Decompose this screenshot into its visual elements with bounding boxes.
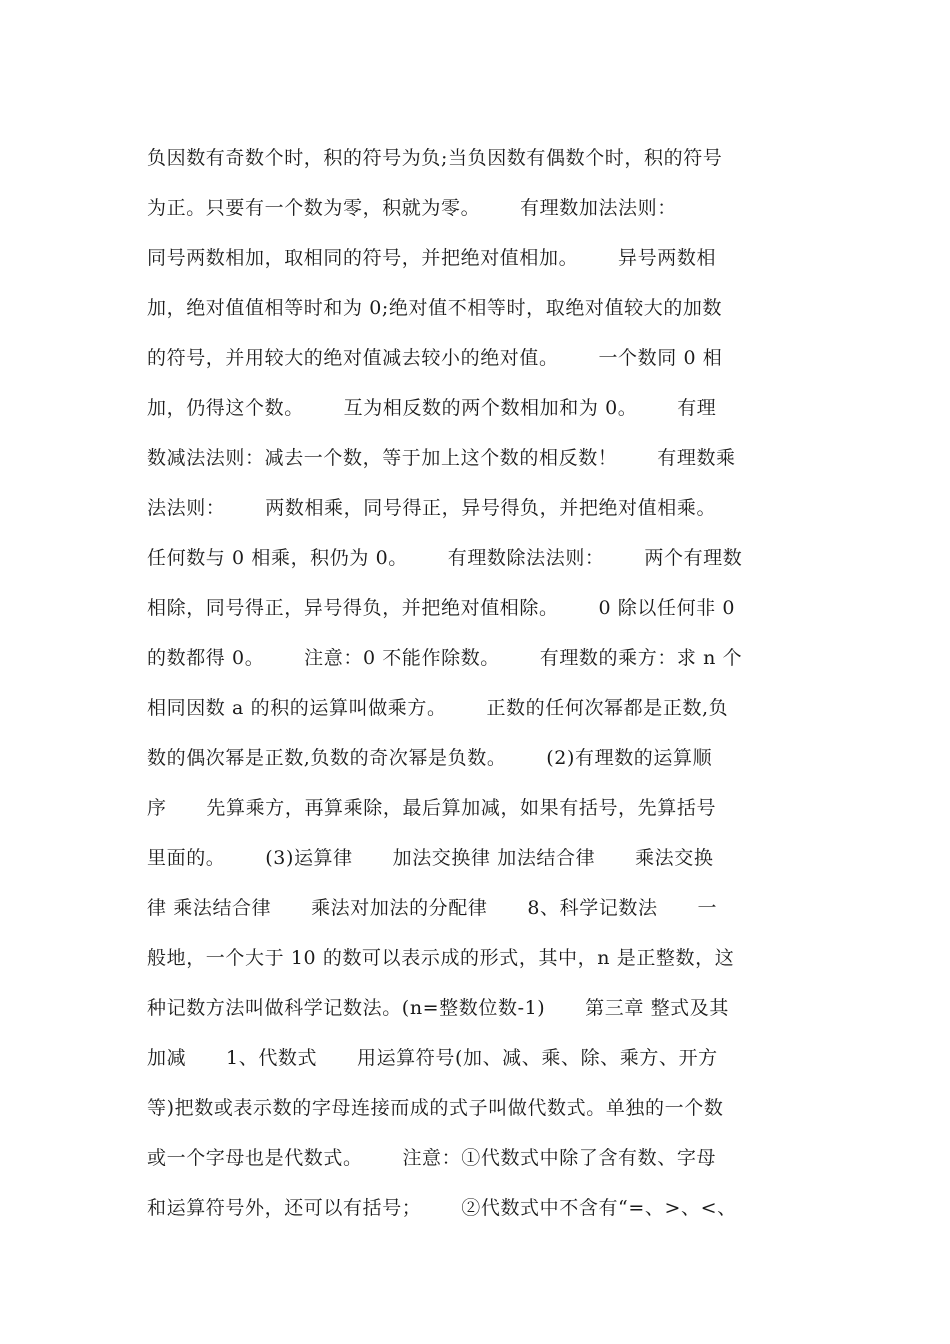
text-line: 相同因数 a 的积的运算叫做乘方。 正数的任何次幂都是正数,负 [147,697,729,719]
text-line: 加，绝对值值相等时和为 0;绝对值不相等时，取绝对值较大的加数 [147,297,723,319]
text-line: 序 先算乘方，再算乘除，最后算加减，如果有括号，先算括号 [147,797,717,819]
text-line: 律 乘法结合律 乘法对加法的分配律 8、科学记数法 一 [147,897,718,919]
text-line: 数的偶次幂是正数,负数的奇次幂是负数。 (2)有理数的运算顺 [147,747,713,769]
text-line: 加减 1、代数式 用运算符号(加、减、乘、除、乘方、开方 [147,1047,718,1069]
text-line: 相除，同号得正，异号得负，并把绝对值相除。 0 除以任何非 0 [147,597,736,619]
text-line: 任何数与 0 相乘，积仍为 0。 有理数除法法则： 两个有理数 [147,547,743,569]
text-line: 和运算符号外，还可以有括号； ②代数式中不含有“=、>、<、 [147,1197,737,1219]
text-line: 数减法法则：减去一个数，等于加上这个数的相反数！ 有理数乘 [147,447,736,469]
text-line: 种记数方法叫做科学记数法。(n=整数位数-1) 第三章 整式及其 [147,997,729,1019]
text-line: 等)把数或表示数的字母连接而成的式子叫做代数式。单独的一个数 [147,1097,724,1119]
text-line: 同号两数相加，取相同的符号，并把绝对值相加。 异号两数相 [147,247,717,269]
text-line: 里面的。 (3)运算律 加法交换律 加法结合律 乘法交换 [147,847,714,869]
text-line: 或一个字母也是代数式。 注意：①代数式中除了含有数、字母 [147,1147,717,1169]
body-text [147,133,812,1233]
text-line: 加，仍得这个数。 互为相反数的两个数相加和为 0。 有理 [147,397,717,419]
text-line: 的符号，并用较大的绝对值减去较小的绝对值。 一个数同 0 相 [147,347,723,369]
text-line: 为正。只要有一个数为零，积就为零。 有理数加法法则： [147,197,677,219]
text-line: 负因数有奇数个时，积的符号为负;当负因数有偶数个时，积的符号 [147,147,723,169]
text-line: 般地，一个大于 10 的数可以表示成的形式，其中，n 是正整数，这 [147,947,735,969]
text-line: 的数都得 0。 注意：0 不能作除数。 有理数的乘方：求 n 个 [147,647,743,669]
text-line: 法法则： 两数相乘，同号得正，异号得负，并把绝对值相乘。 [147,497,717,519]
